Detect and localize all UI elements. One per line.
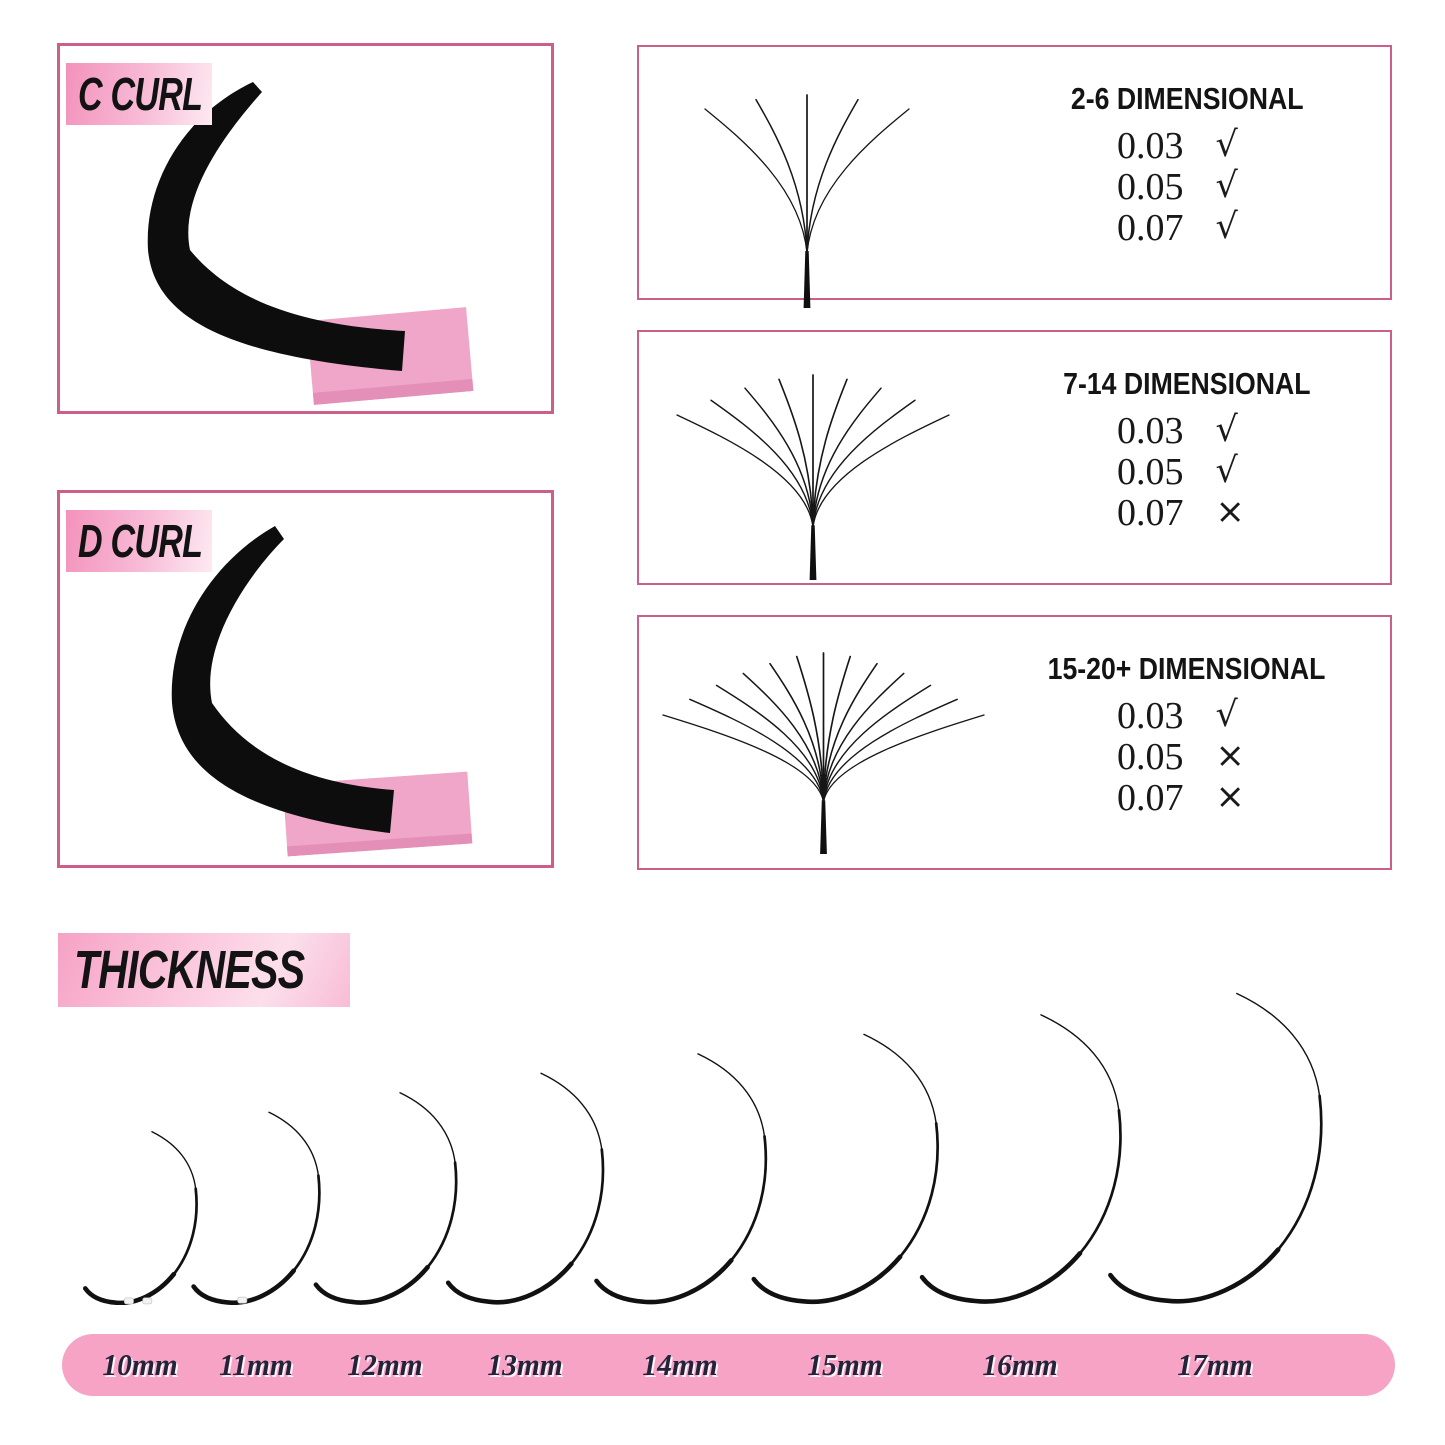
thickness-value: 0.07 [1117, 206, 1184, 249]
lash-curve-segment [754, 1257, 900, 1302]
dimension-card-text [991, 366, 1383, 533]
lash-curve-segment [596, 1260, 731, 1302]
thickness-compatibility-list [991, 695, 1383, 818]
size-label-13mm: 13mm [487, 1347, 563, 1382]
size-label-16mm: 16mm [982, 1347, 1058, 1382]
lash-curve-10mm [83, 1127, 198, 1305]
fan-strand [807, 100, 858, 253]
fan-strand [824, 699, 958, 802]
thickness-compatibility-list [991, 125, 1383, 248]
thickness-title-text: THICKNESS [74, 940, 305, 1000]
compatibility-row [1084, 777, 1291, 818]
compatibility-row [1084, 695, 1291, 736]
lash-curve-segment [1237, 994, 1320, 1096]
adhesive-bead [142, 1298, 151, 1304]
fan-strand [717, 685, 824, 802]
thickness-value: 0.03 [1117, 409, 1184, 452]
dimension-card-15-20 [637, 615, 1392, 870]
lash-curve-17mm [1106, 985, 1324, 1305]
fan-strand [824, 685, 931, 802]
thickness-compatibility-list [991, 410, 1383, 533]
size-label-12mm: 12mm [347, 1347, 423, 1382]
cross-mark: × [1215, 736, 1245, 776]
cross-mark: × [1215, 492, 1245, 532]
fan-stem [810, 525, 817, 580]
lash-curve-segment [152, 1132, 196, 1189]
size-label-11mm: 11mm [219, 1347, 293, 1382]
fan-stem [820, 800, 827, 854]
d-curl-label-text: D CURL [78, 515, 203, 567]
check-mark: √ [1215, 695, 1238, 735]
dimension-title: 2-6 DIMENSIONAL [1070, 81, 1304, 116]
thickness-size-bar [62, 1334, 1395, 1396]
lash-curve-segment [1110, 1250, 1278, 1302]
thickness-value: 0.07 [1117, 776, 1184, 819]
d-curl-brush [172, 526, 394, 833]
fan-strand [705, 109, 807, 253]
fan-strand [813, 415, 949, 527]
thickness-value: 0.05 [1117, 450, 1184, 493]
check-mark: √ [1215, 451, 1238, 491]
compatibility-row [1084, 451, 1291, 492]
size-label-14mm: 14mm [642, 1347, 718, 1382]
check-mark: √ [1215, 410, 1238, 450]
fan-strand [677, 415, 813, 527]
thickness-value: 0.05 [1117, 165, 1184, 208]
dimension-card-text [991, 81, 1383, 248]
lash-fan-2-6 [702, 89, 912, 316]
dimension-card-2-6 [637, 45, 1392, 300]
compatibility-row [1084, 410, 1291, 451]
lash-curve-13mm [445, 1067, 605, 1305]
compatibility-row [1084, 736, 1291, 777]
d-curl-label [66, 510, 212, 572]
compatibility-row [1084, 492, 1291, 533]
lash-fan-graphic [674, 369, 952, 583]
lash-curve-segment [315, 1267, 427, 1302]
size-label-10mm: 10mm [102, 1347, 178, 1382]
fan-strand [807, 109, 909, 253]
thickness-value: 0.05 [1117, 735, 1184, 778]
thickness-section-title [58, 933, 350, 1007]
lash-curve-15mm [750, 1027, 940, 1305]
check-mark: √ [1215, 207, 1238, 247]
cross-mark: × [1215, 777, 1245, 817]
check-mark: √ [1215, 125, 1238, 165]
c-curl-label-text: C CURL [78, 68, 203, 120]
thickness-value: 0.03 [1117, 124, 1184, 167]
lash-fan-7-14 [674, 369, 952, 588]
lash-curve-16mm [918, 1007, 1123, 1305]
lash-fan-15-20 [660, 647, 987, 862]
lash-curve-segment [1278, 1096, 1321, 1250]
compatibility-row [1084, 166, 1291, 207]
thickness-value: 0.03 [1117, 694, 1184, 737]
size-label-17mm: 17mm [1177, 1347, 1253, 1382]
lash-curve-11mm [191, 1107, 321, 1305]
lash-curve-segment [448, 1264, 571, 1303]
lash-curve-14mm [593, 1047, 768, 1305]
dimension-card-7-14 [637, 330, 1392, 585]
fan-strand [663, 715, 824, 802]
lash-fan-graphic [660, 647, 987, 857]
check-mark: √ [1215, 166, 1238, 206]
fan-stem [804, 251, 811, 308]
adhesive-bead [238, 1297, 247, 1303]
dimension-title: 7-14 DIMENSIONAL [1063, 366, 1311, 401]
fan-strand [690, 699, 824, 802]
compatibility-row [1084, 207, 1291, 248]
dimension-card-text [991, 651, 1383, 818]
compatibility-row [1084, 125, 1291, 166]
dimension-title: 15-20+ DIMENSIONAL [1048, 651, 1326, 686]
fan-strand [824, 715, 985, 802]
lash-curve-segment [269, 1112, 318, 1175]
d-curl-card [57, 490, 554, 868]
c-curl-card [57, 43, 554, 414]
c-curl-label [66, 63, 212, 125]
lash-fan-graphic [702, 89, 912, 311]
thickness-value: 0.07 [1117, 491, 1184, 534]
lash-curve-segment [922, 1253, 1080, 1301]
adhesive-bead [124, 1298, 133, 1304]
lash-curve-12mm [313, 1087, 458, 1305]
fan-strand [756, 100, 807, 253]
size-label-15mm: 15mm [807, 1347, 883, 1382]
